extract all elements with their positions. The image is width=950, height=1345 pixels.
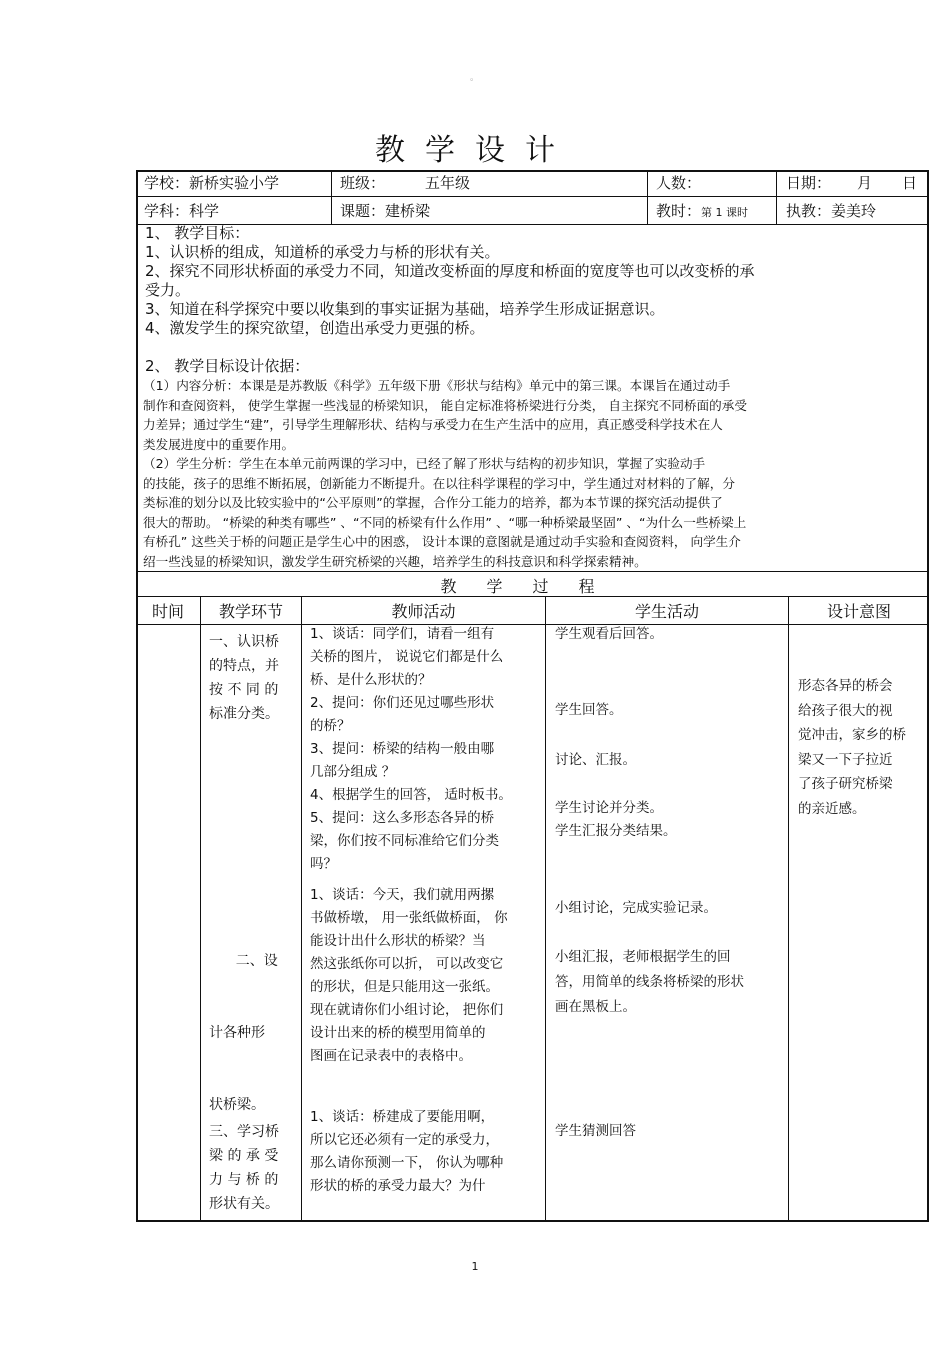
teacher-line: 书做桥墩， 用一张纸做桥面， 你 (310, 910, 508, 926)
page-title: 教学设计 (375, 133, 575, 168)
topic-value: 建桥梁 (385, 202, 431, 220)
intent-line: 形态各异的桥会 (798, 678, 893, 694)
row-divider (136, 571, 929, 572)
student-activity-2a: 小组讨论，完成实验记录。 (555, 900, 717, 916)
stage-line: 的特点，并 (209, 658, 279, 674)
teacher-value: 姜美玲 (831, 202, 877, 220)
student-line: 画在黑板上。 (555, 999, 636, 1015)
intent-line: 梁又一下子拉近 (798, 751, 893, 768)
teacher-line: 几部分组成 ？ (310, 764, 396, 780)
student-activity-1d: 学生讨论并分类。 (555, 800, 663, 816)
teacher-line: 梁，你们按不同标准给它们分类 (310, 833, 499, 849)
stage-1 (209, 630, 293, 726)
page-number: 1 (471, 1260, 479, 1273)
teacher-line: 1、谈话：桥建成了要能用啊， (310, 1109, 495, 1125)
stage-line: 形状有关。 (209, 1196, 279, 1212)
subject-value: 科学 (189, 202, 220, 220)
student-activity-3a: 学生猜测回答 (555, 1123, 636, 1139)
school-field (144, 172, 279, 193)
class-label: 班级： (340, 174, 386, 192)
month-label: 月 (857, 174, 873, 192)
basis-line: 制作和查阅资料， 使学生掌握一些浅显的桥梁知识， 能自定标准将桥梁进行分类， 自主探究不同桥面的承受 (143, 397, 747, 413)
teacher-line: 的桥？ (310, 718, 351, 734)
stage-line: 一、认识桥 (209, 634, 279, 650)
teacher-line: 能设计出什么形状的桥梁？当 (310, 933, 486, 949)
teacher-line: 5、提问：这么多形态各异的桥 (310, 810, 495, 826)
class-value: 五年级 (425, 174, 471, 192)
intent-line: 了孩子研究桥梁 (798, 776, 893, 792)
col-divider (200, 596, 201, 1222)
objective-line: 3、知道在科学探究中要以收集到的事实证据为基础，培养学生形成证据意识。 (145, 300, 665, 318)
stage-line: 标准分类。 (209, 706, 279, 722)
col-header-student: 学生活动 (634, 602, 699, 621)
stage-line: 二、设 (209, 953, 278, 969)
topic-field (340, 200, 430, 221)
col-divider (788, 596, 789, 1222)
school-label: 学校： (144, 174, 190, 192)
teacher-line: 桥、是什么形状的？ (310, 672, 432, 688)
teacher-line: 2、提问：你们还见过哪些形状 (310, 695, 495, 711)
subject-label: 学科： (144, 202, 190, 220)
teacher-activity-1 (310, 623, 542, 876)
date-label: 日期： (786, 174, 832, 192)
basis-line: 力差异；通过学生“建”，引导学生理解形状、结构与承受力在生产生活中的应用，真正感受科学技术在人 (143, 417, 723, 432)
student-activity-1a: 学生观看后回答。 (555, 626, 663, 642)
student-activity-1b: 学生回答。 (555, 702, 623, 718)
period-field (656, 200, 748, 221)
teacher-line: 那么请你预测一下， 你认为哪种 (310, 1155, 504, 1171)
subject-field (144, 200, 219, 221)
col-divider (545, 596, 546, 1222)
objective-line: 1、认识桥的组成，知道桥的承受力与桥的形状有关。 (145, 243, 500, 261)
teacher-field (786, 200, 876, 221)
student-activity-1c: 讨论、汇报。 (555, 752, 636, 768)
stage-line: 三、学习桥 (209, 1124, 279, 1140)
school-value: 新桥实验小学 (189, 174, 280, 192)
stage-line: 按 不 同 的 (209, 682, 279, 698)
header-mark: 。 (470, 73, 480, 83)
student-activity-1e: 学生汇报分类结果。 (555, 823, 677, 839)
teacher-line: 所以它还必须有一定的承受力， (310, 1132, 499, 1148)
teacher-activity-2 (310, 884, 542, 1068)
teacher-line: 的形状，但是只能用这一张纸。 (310, 979, 499, 995)
objectives-section (145, 224, 925, 338)
basis-line: （1）内容分析：本课是是苏教版《科学》五年级下册《形状与结构》单元中的第三课。本课旨在通过动手 (143, 378, 731, 393)
col-divider (331, 170, 332, 224)
teacher-line: 4、根据学生的回答， 适时板书。 (310, 787, 512, 803)
count-label: 人数： (656, 174, 702, 192)
intent-line: 的亲近感。 (798, 800, 866, 817)
col-divider (647, 170, 648, 224)
teacher-line: 现在就请你们小组讨论， 把你们 (310, 1002, 504, 1018)
basis-line: 类标准的划分以及比较实验中的“公平原则”的掌握，合作分工能力的培养，都为本节课的探究活动提供了 (143, 495, 723, 510)
design-intent-1 (798, 674, 922, 821)
teacher-line: 设计出来的桥的模型用简单的 (310, 1025, 486, 1041)
stage-2 (209, 901, 293, 1141)
teacher-line: 吗？ (310, 856, 337, 872)
stage-line: 计各种形 (209, 1025, 265, 1041)
student-line: 小组汇报，老师根据学生的回 (555, 949, 731, 965)
teacher-line: 1、谈话：今天，我们就用两摞 (310, 887, 495, 903)
teacher-line: 形状的桥的承受力最大？为什 (310, 1178, 486, 1194)
basis-section (143, 376, 923, 571)
period-value: 第 1 课时 (701, 206, 749, 219)
teacher-line: 1、谈话：同学们，请看一组有 (310, 626, 495, 642)
basis-line: 有桥孔” 这些关于桥的问题正是学生心中的困惑， 设计本课的意图就是通过动手实验和查阅资料， 向学生介 (143, 534, 741, 549)
teacher-activity-3 (310, 1106, 542, 1198)
col-divider (301, 596, 302, 1222)
teacher-line: 图画在记录表中的表格中。 (310, 1048, 472, 1064)
objective-line: 2、探究不同形状桥面的承受力不同，知道改变桥面的厚度和桥面的宽度等也可以改变桥的承 (145, 262, 755, 280)
basis-heading: 2、 教学目标设计依据： (145, 357, 310, 375)
stage-line: 梁 的 承 受 (209, 1148, 279, 1164)
date-field (786, 172, 917, 193)
stage-line: 状桥梁。 (209, 1097, 265, 1113)
period-label: 教时： (656, 202, 702, 220)
col-divider (776, 170, 777, 224)
stage-line: 力 与 桥 的 (209, 1172, 279, 1188)
class-field (340, 172, 470, 193)
col-header-teacher: 教师活动 (391, 602, 456, 621)
day-label: 日 (902, 174, 918, 192)
teacher-line: 关桥的图片， 说说它们都是什么 (310, 649, 504, 665)
teacher-line: 然这张纸你可以折， 可以改变它 (310, 956, 504, 972)
student-activity-2b (555, 945, 785, 1020)
process-title: 教学过程 (440, 577, 625, 596)
row-divider (136, 196, 929, 197)
student-line: 答，用简单的线条将桥梁的形状 (555, 974, 744, 990)
col-header-stage: 教学环节 (218, 602, 283, 621)
intent-line: 觉冲击，家乡的桥 (798, 727, 906, 743)
basis-line: 绍一些浅显的桥梁知识，激发学生研究桥梁的兴趣，培养学生的科技意识和科学探索精神。 (143, 553, 647, 569)
intent-line: 给孩子很大的视 (798, 702, 893, 719)
teacher-label: 执教： (786, 202, 832, 220)
stage-3 (209, 1120, 293, 1216)
col-header-time: 时间 (151, 602, 184, 621)
objective-line: 受力。 (145, 281, 191, 299)
basis-line: 很大的帮助。 “桥梁的种类有哪些” 、“不同的桥梁有什么作用” 、“哪一种桥梁最坚固” 、“为什么一些桥梁上 (143, 514, 747, 530)
topic-label: 课题： (340, 202, 386, 220)
objective-line: 4、激发学生的探究欲望，创造出承受力更强的桥。 (145, 319, 485, 337)
teacher-line: 3、提问：桥梁的结构一般由哪 (310, 741, 495, 757)
basis-line: 的技能，孩子的思维不断拓展，创新能力不断提升。在以往科学课程的学习中，学生通过对材料的了解，分 (143, 475, 735, 491)
objectives-heading: 1、 教学目标： (145, 224, 250, 242)
basis-line: 类发展进度中的重要作用。 (143, 436, 295, 452)
col-header-intent: 设计意图 (826, 602, 891, 621)
basis-line: （2）学生分析：学生在本单元前两课的学习中，已经了解了形状与结构的初步知识，掌握了实验动手 (143, 456, 706, 471)
